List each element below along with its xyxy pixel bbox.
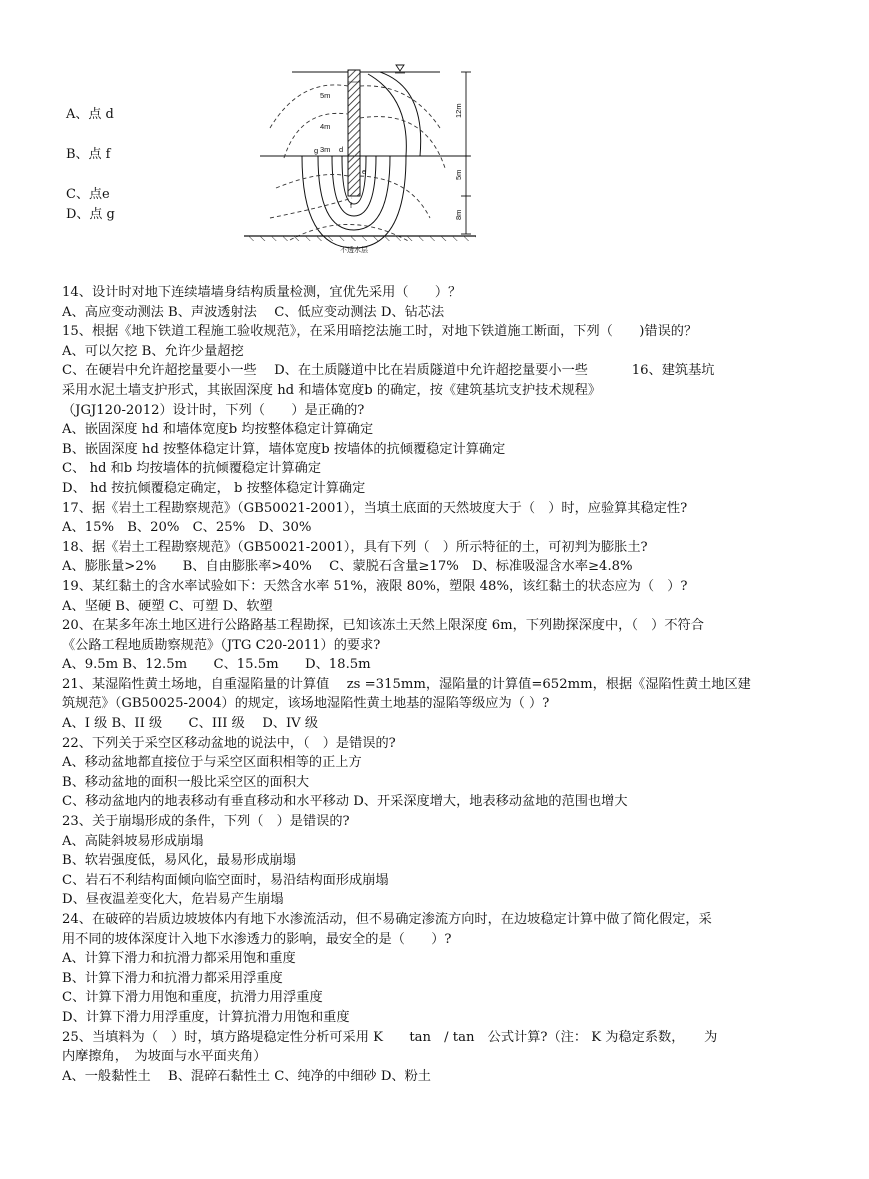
text-line: 内摩擦角， 为坡面与水平面夹角） xyxy=(62,1049,267,1065)
text-line: A、I 级 B、II 级 C、III 级 D、IV 级 xyxy=(62,716,319,732)
text-line: B、移动盆地的面积一般比采空区的面积大 xyxy=(62,774,310,790)
label-5m-top: 5m xyxy=(320,91,331,100)
text-line: 19、某红黏土的含水率试验如下：天然含水率 51%，液限 80%，塑限 48%，该红黏土的状态应为（ ）? xyxy=(62,578,688,594)
q13-option-a: A、点 d xyxy=(66,107,114,122)
q13-option-c: C、点e xyxy=(66,187,110,202)
text-line: C、 hd 和b 均按墙体的抗倾覆稳定计算确定 xyxy=(62,461,322,477)
text-line: 17、据《岩土工程勘察规范》（GB50021-2001），当填土底面的天然坡度大于（ ）时，应验算其稳定性? xyxy=(62,500,688,516)
text-line: C、岩石不利结构面倾向临空面时，易沿结构面形成崩塌 xyxy=(62,872,389,888)
text-line: 21、某湿陷性黄土场地，自重湿陷量的计算值 zs =315mm，湿陷量的计算值=652mm，根据《湿陷性黄土地区建 xyxy=(62,676,751,692)
q13-option-d: D、点 g xyxy=(66,207,115,222)
text-line: A、高应变动测法 B、声波透射法 C、低应变动测法 D、钻芯法 xyxy=(62,304,445,320)
text-line: 筑规范》（GB50025-2004）的规定，该场地湿陷性黄土地基的湿陷等级应为（ ）? xyxy=(62,696,550,712)
text-line: 20、在某多年冻土地区进行公路路基工程勘探，已知该冻土天然上限深度 6m，下列勘探深度中，（ ）不符合 xyxy=(62,618,704,634)
text-line: B、软岩强度低，易风化，最易形成崩塌 xyxy=(62,853,296,869)
label-12m: 12m xyxy=(454,103,463,118)
text-line: 24、在破碎的岩质边坡坡体内有地下水渗流活动，但不易确定渗流方向时，在边坡稳定计算中做了简化假定，采 xyxy=(62,912,712,927)
text-line: 14、设计时对地下连续墙墙身结构质量检测，宜优先采用（ ）？ xyxy=(62,285,462,300)
label-point-f: f xyxy=(350,201,353,210)
text-line: 23、关于崩塌形成的条件，下列（ ）是错误的? xyxy=(62,814,350,830)
text-line: 22、下列关于采空区移动盆地的说法中，（ ）是错误的? xyxy=(62,735,396,751)
text-line: A、移动盆地都直接位于与采空区面积相等的正上方 xyxy=(62,755,362,771)
text-line: D、计算下滑力用浮重度，计算抗滑力用饱和重度 xyxy=(62,1009,350,1025)
text-line: A、膨胀量>2% B、自由膨胀率>40% C、蒙脱石含量≥17% D、标准吸湿含水率≥4.8% xyxy=(62,559,633,575)
text-line: 18、据《岩土工程勘察规范》（GB50021-2001），具有下列（ ）所示特征的土，可初判为膨胀土? xyxy=(62,539,648,555)
label-point-e: e xyxy=(362,167,367,176)
text-line: 15、根据《地下铁道工程施工验收规范》，在采用暗挖法施工时，对地下铁道施工断面，下列（ )错误的？ xyxy=(62,324,698,340)
label-impermeable-layer: 不透水层 xyxy=(340,246,368,254)
text-line: D、 hd 按抗倾覆稳定确定， b 按整体稳定计算确定 xyxy=(62,480,366,496)
text-line: 《公路工程地质勘察规范》（JTG C20-2011）的要求? xyxy=(62,637,381,653)
seepage-flow-net-diagram xyxy=(240,58,480,258)
text-line: C、移动盆地内的地表移动有垂直移动和水平移动 D、开采深度增大，地表移动盆地的范围也增大 xyxy=(62,794,628,810)
text-line: B、计算下滑力和抗滑力都采用浮重度 xyxy=(62,970,283,986)
text-line: B、嵌固深度 hd 按整体稳定计算，墙体宽度b 按墙体的抗倾覆稳定计算确定 xyxy=(62,441,506,457)
text-line: C、计算下滑力用饱和重度，抗滑力用浮重度 xyxy=(62,990,323,1006)
label-5m-mid: 5m xyxy=(454,169,463,180)
q13-option-b: B、点 f xyxy=(66,147,111,162)
text-line: A、高陡斜坡易形成崩塌 xyxy=(62,833,204,849)
question-text-block xyxy=(62,283,822,1086)
text-line: 25、当填料为（ ）时，填方路堤稳定性分析可采用 K tan / tan 公式计算?（注： K 为稳定系数， 为 xyxy=(62,1029,718,1045)
text-line: A、一般黏性土 B、混碎石黏性土 C、纯净的中细砂 D、粉土 xyxy=(62,1068,431,1084)
label-4m: 4m xyxy=(320,122,331,131)
text-line: （JGJ120-2012）设计时，下列（ ）是正确的? xyxy=(62,402,365,418)
label-point-d: d xyxy=(339,145,344,154)
text-line: A、嵌固深度 hd 和墙体宽度b 均按整体稳定计算确定 xyxy=(62,422,374,438)
text-line: C、在硬岩中允许超挖量要小一些 D、在土质隧道中比在岩质隧道中允许超挖量要小一些 16、建筑基坑 xyxy=(62,363,715,379)
text-line: A、9.5m B、12.5m C、15.5m D、18.5m xyxy=(62,657,371,673)
label-3m: 3m xyxy=(320,145,331,154)
text-line: A、坚硬 B、硬塑 C、可塑 D、软塑 xyxy=(62,598,273,614)
text-line: A、可以欠挖 B、允许少量超挖 xyxy=(62,343,244,359)
text-line: 采用水泥土墙支护形式，其嵌固深度 hd 和墙体宽度b 的确定，按《建筑基坑支护技术规程》 xyxy=(62,382,602,398)
text-line: D、昼夜温差变化大，危岩易产生崩塌 xyxy=(62,892,284,908)
text-line: A、计算下滑力和抗滑力都采用饱和重度 xyxy=(62,951,296,967)
label-8m: 8m xyxy=(454,209,463,220)
text-line: A、15% B、20% C、25% D、30% xyxy=(62,520,312,536)
text-line: 用不同的坡体深度计入地下水渗透力的影响，最安全的是（ ）? xyxy=(62,931,452,947)
label-point-g: g xyxy=(314,146,319,155)
